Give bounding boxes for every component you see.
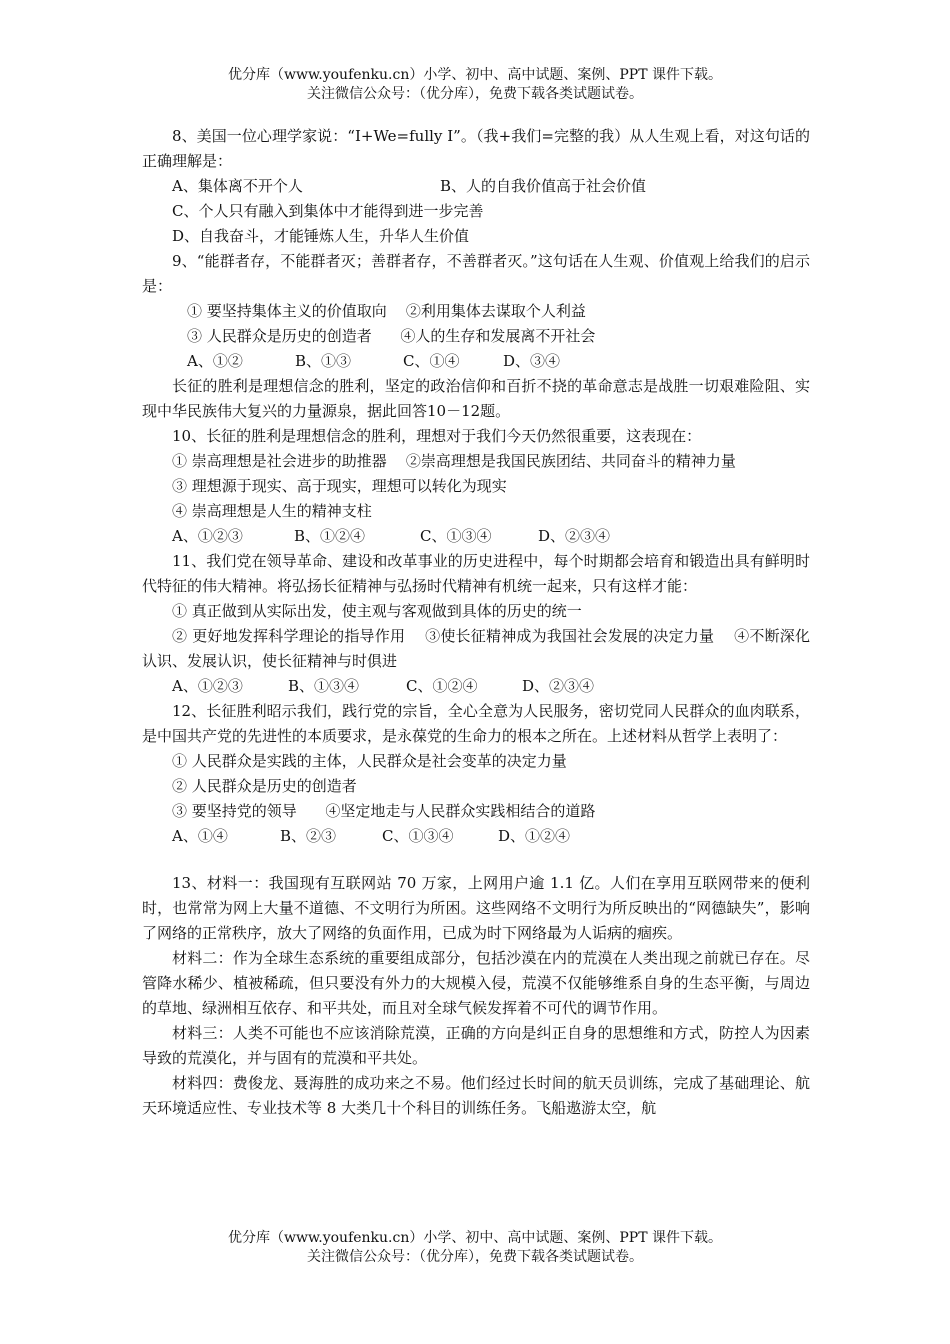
q8-option-d: D、自我奋斗，才能锤炼人生，升华人生价值 — [172, 227, 470, 245]
q11-statements-2: ② 更好地发挥科学理论的指导作用 ③使长征精神成为我国社会发展的决定力量 ④不断深化认识、发展认识，使长征精神与时俱进 — [142, 627, 810, 670]
q8-option-c: C、个人只有融入到集体中才能得到进一步完善 — [172, 202, 484, 220]
q9-options — [142, 349, 810, 374]
q8-stem: 8、美国一位心理学家说：“I+We=fully I”。（我+我们=完整的我）从人生观上看，对这句话的正确理解是： — [142, 127, 810, 170]
q13-material-1: 13、材料一：我国现有互联网站 70 万家，上网用户逾 1.1 亿。人们在享用互联网带来的便利时，也常常为网上大量不道德、不文明行为所困。这些网络不文明行为所反映出的“网德缺失”，影响了网络的正常秩序，放大了网络的负面作用，已成为时下网络最为人诟病的痼疾。 — [142, 874, 810, 942]
q11-stem: 11、我们党在领导革命、建设和改革事业的历史进程中，每个时期都会培育和锻造出具有鲜明时代特征的伟大精神。将弘扬长征精神与弘扬时代精神有机统一起来，只有这样才能： — [142, 552, 810, 595]
q13-material-3: 材料三：人类不可能也不应该消除荒漠，正确的方向是纠正自身的思想维和方式，防控人为因素导致的荒漠化，并与固有的荒漠和平共处。 — [142, 1024, 810, 1067]
q9-stem: 9、“能群者存，不能群者灭；善群者存，不善群者灭。”这句话在人生观、价值观上给我们的启示是： — [142, 252, 810, 295]
q10-statements-2: ③ 理想源于现实、高于现实，理想可以转化为现实 — [172, 477, 507, 495]
intro-10-12: 长征的胜利是理想信念的胜利，坚定的政治信仰和百折不挠的革命意志是战胜一切艰难险阻、实现中华民族伟大复兴的力量源泉，据此回答10－12题。 — [142, 377, 810, 420]
q12-stem: 12、长征胜利昭示我们，践行党的宗旨，全心全意为人民服务，密切党同人民群众的血肉联系，是中国共产党的先进性的本质要求，是永葆党的生命力的根本之所在。上述材料从哲学上表明了： — [142, 702, 810, 745]
q9-option-b: B、①③ — [295, 352, 352, 370]
q13-material-4: 材料四：费俊龙、聂海胜的成功来之不易。他们经过长时间的航天员训练，完成了基础理论、航天环境适应性、专业技术等 8 大类几十个科目的训练任务。飞船遨游太空，航 — [142, 1074, 810, 1117]
header-line-2: 关注微信公众号：（优分库），免费下载各类试题试卷。 — [307, 86, 643, 102]
header-line-1: 优分库（www.youfenku.cn）小学、初中、高中试题、案例、PPT 课件下载。 — [227, 67, 722, 83]
q12-statements-3: ③ 要坚持党的领导 ④坚定地走与人民群众实践相结合的道路 — [172, 802, 596, 820]
q10-statements-3: ④ 崇高理想是人生的精神支柱 — [172, 502, 372, 520]
q10-statements-1: ① 崇高理想是社会进步的助推器 ②崇高理想是我国民族团结、共同奋斗的精神力量 — [172, 452, 736, 470]
footer-line-1: 优分库（www.youfenku.cn）小学、初中、高中试题、案例、PPT 课件下载。 — [227, 1230, 722, 1246]
q8-options-ab — [142, 174, 810, 199]
q11-option-a: A、①②③ — [172, 677, 243, 695]
q9-option-c: C、①④ — [403, 352, 460, 370]
q11-statements-1: ① 真正做到从实际出发，使主观与客观做到具体的历史的统一 — [172, 602, 582, 620]
q11-option-b: B、①③④ — [288, 677, 360, 695]
q12-statements-2: ② 人民群众是历史的创造者 — [172, 777, 357, 795]
q12-options — [142, 824, 810, 849]
q11-options — [142, 674, 810, 699]
q8-option-a: A、集体离不开个人 — [172, 177, 303, 195]
page-content — [142, 124, 810, 1121]
q10-option-c: C、①③④ — [420, 527, 492, 545]
q9-statements-2: ③ 人民群众是历史的创造者 ④人的生存和发展离不开社会 — [187, 327, 596, 345]
q12-statements-1: ① 人民群众是实践的主体，人民群众是社会变革的决定力量 — [172, 752, 567, 770]
q8-option-b: B、人的自我价值高于社会价值 — [440, 177, 647, 195]
q9-option-d: D、③④ — [503, 352, 561, 370]
q9-option-a: A、①② — [187, 352, 243, 370]
q10-option-d: D、②③④ — [538, 527, 611, 545]
page-header — [0, 66, 950, 104]
q10-option-a: A、①②③ — [172, 527, 243, 545]
q13-material-2: 材料二：作为全球生态系统的重要组成部分，包括沙漠在内的荒漠在人类出现之前就已存在。尽管降水稀少、植被稀疏，但只要没有外力的大规模入侵，荒漠不仅能够维系自身的生态平衡，与周边的草地、绿洲相互依存、和平共处，而且对全球气候发挥着不可代的调节作用。 — [142, 949, 810, 1017]
q12-option-d: D、①②④ — [498, 827, 571, 845]
q12-option-c: C、①③④ — [382, 827, 454, 845]
q11-option-d: D、②③④ — [522, 677, 595, 695]
q10-options — [142, 524, 810, 549]
q12-option-b: B、②③ — [280, 827, 337, 845]
q10-option-b: B、①②④ — [294, 527, 366, 545]
q11-option-c: C、①②④ — [406, 677, 478, 695]
page-footer — [0, 1229, 950, 1267]
spacer — [142, 849, 810, 871]
q12-option-a: A、①④ — [172, 827, 228, 845]
footer-line-2: 关注微信公众号：（优分库），免费下载各类试题试卷。 — [307, 1249, 643, 1265]
q10-stem: 10、长征的胜利是理想信念的胜利，理想对于我们今天仍然很重要，这表现在： — [172, 427, 702, 445]
q9-statements-1: ① 要坚持集体主义的价值取向 ②利用集体去谋取个人利益 — [187, 302, 586, 320]
